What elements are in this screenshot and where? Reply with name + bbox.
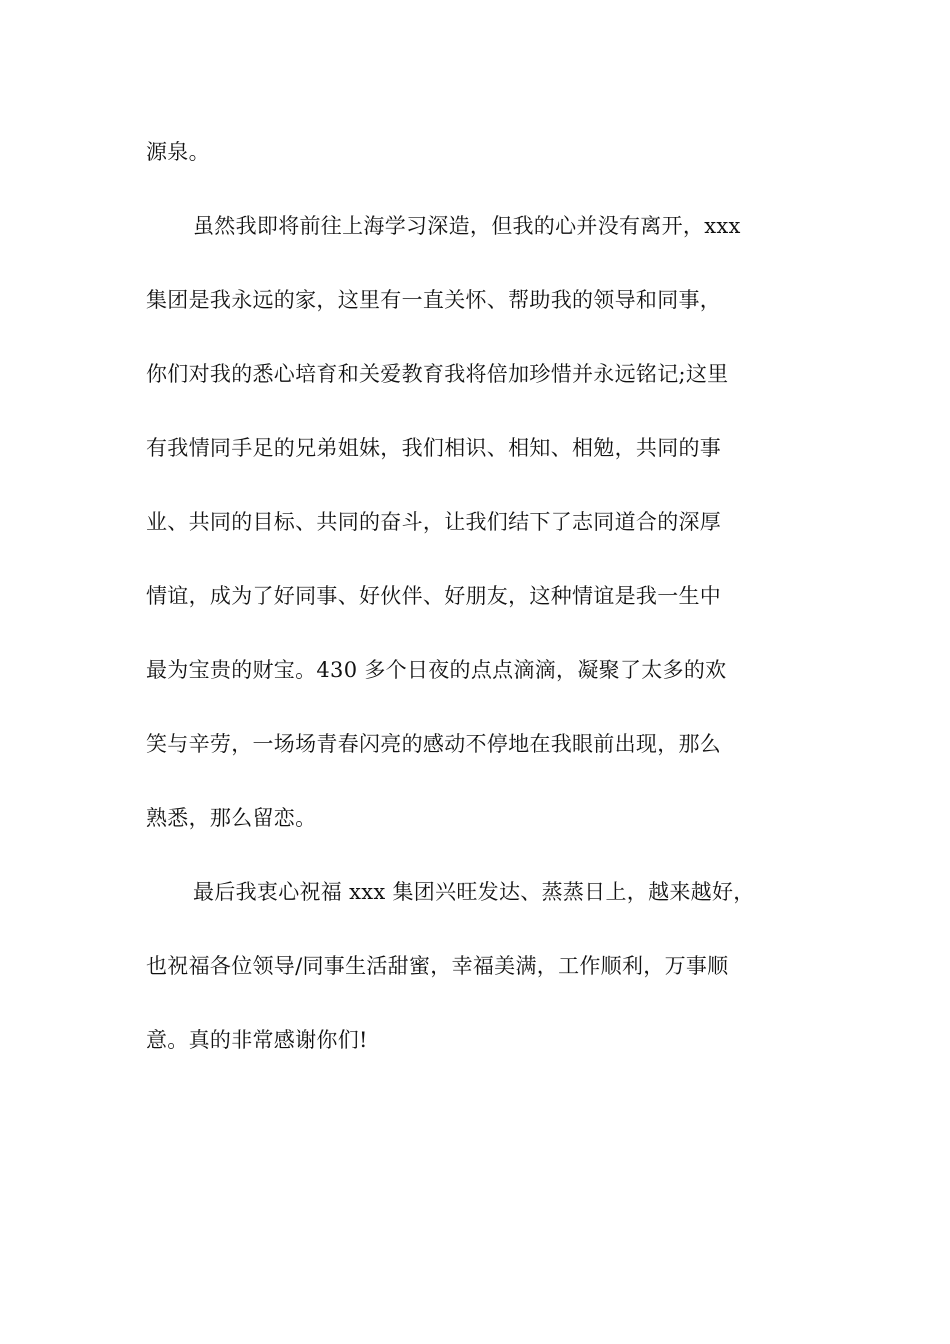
text-line: 情谊，成为了好同事、好伙伴、好朋友，这种情谊是我一生中 — [146, 584, 722, 608]
text-line: 源泉。 — [146, 140, 210, 164]
text-line: 也祝福各位领导/同事生活甜蜜，幸福美满，工作顺利，万事顺 — [146, 954, 729, 978]
paragraph-start-line: 最后我衷心祝福 xxx 集团兴旺发达、蒸蒸日上，越来越好， — [193, 880, 755, 904]
text-line: 笑与辛劳，一场场青春闪亮的感动不停地在我眼前出现，那么 — [146, 732, 722, 756]
text-line: 最为宝贵的财宝。430 多个日夜的点点滴滴，凝聚了太多的欢 — [146, 658, 727, 682]
text-line: 业、共同的目标、共同的奋斗，让我们结下了志同道合的深厚 — [146, 510, 722, 534]
text-line: 意。真的非常感谢你们! — [146, 1028, 368, 1052]
paragraph-start-line: 虽然我即将前往上海学习深造，但我的心并没有离开，xxx — [193, 214, 741, 238]
document-body — [146, 126, 836, 1088]
text-line: 熟悉，那么留恋。 — [146, 806, 317, 830]
text-line: 你们对我的悉心培育和关爱教育我将倍加珍惜并永远铭记;这里 — [146, 362, 729, 386]
text-line: 集团是我永远的家，这里有一直关怀、帮助我的领导和同事， — [146, 288, 722, 312]
text-line: 有我情同手足的兄弟姐妹，我们相识、相知、相勉，共同的事 — [146, 436, 722, 460]
